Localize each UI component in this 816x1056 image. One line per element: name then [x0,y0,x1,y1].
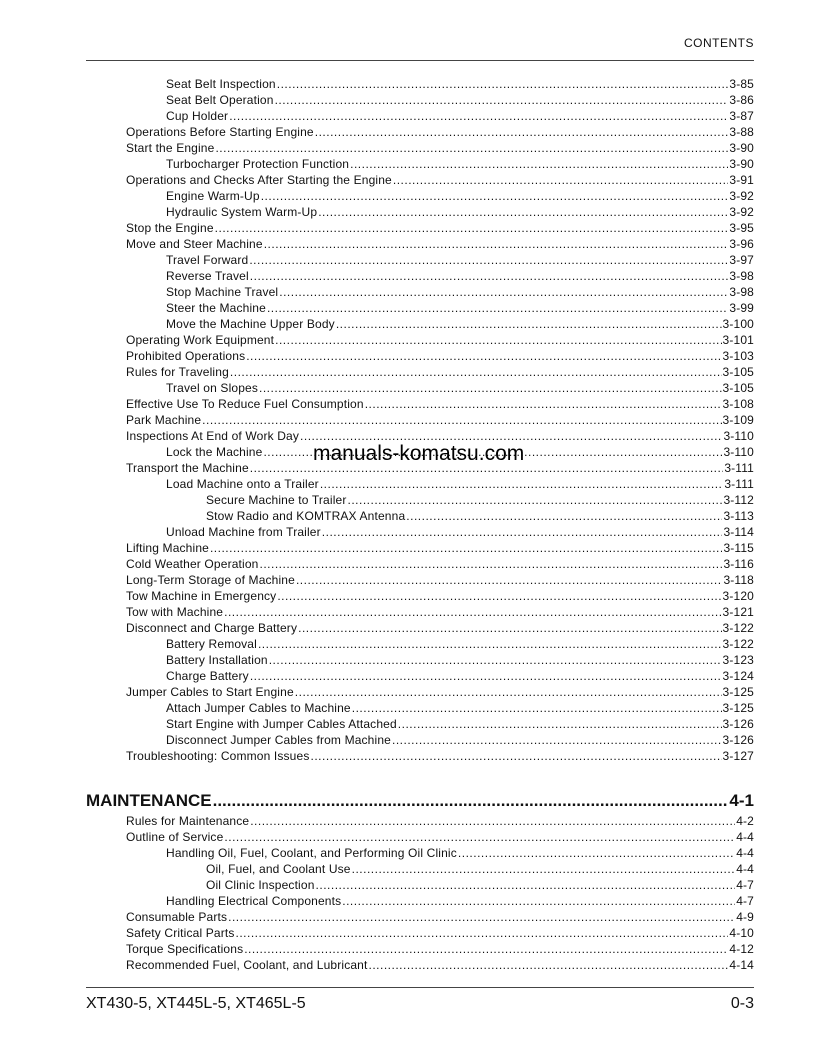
leader-dots [277,588,721,604]
toc-entry[interactable] [166,268,754,284]
leader-dots [368,957,728,973]
toc-entry[interactable] [126,396,754,412]
leader-dots [406,508,722,524]
toc-entry-label: Handling Oil, Fuel, Coolant, and Performing Oil Clinic [166,846,457,860]
leader-dots [230,364,722,380]
toc-entry-label: Disconnect and Charge Battery [126,621,298,635]
leader-dots [316,877,736,893]
leader-dots [336,316,722,332]
toc-entry-page: 3-110 [723,429,754,443]
toc-entry-label: Seat Belt Operation [166,93,274,107]
toc-entry-page: 3-116 [723,557,754,571]
toc-entry[interactable] [166,668,754,684]
toc-entry-page: 3-110 [723,445,754,459]
toc-entry-page: 3-92 [729,189,754,203]
toc-entry-label: Start the Engine [126,141,215,155]
header-rule [86,60,754,61]
toc-entry-label: Turbocharger Protection Function [166,157,350,171]
leader-dots [392,732,722,748]
toc-entry-label: Load Machine onto a Trailer [166,477,319,491]
toc-entry-label: Stow Radio and KOMTRAX Antenna [206,509,406,523]
toc-entry[interactable] [126,829,754,845]
footer-page-number: 0-3 [730,995,754,1012]
leader-dots [213,790,729,812]
toc-entry-page: 3-108 [722,397,754,411]
toc-entry-page: 4-4 [736,862,754,876]
toc-entry[interactable] [166,716,754,732]
toc-entry-label: Effective Use To Reduce Fuel Consumption [126,397,364,411]
toc-entry-label: Recommended Fuel, Coolant, and Lubricant [126,958,368,972]
toc-entry-page: 3-121 [722,605,754,619]
toc-entry[interactable] [126,941,754,957]
leader-dots [458,845,735,861]
leader-dots [236,925,729,941]
leader-dots [352,700,722,716]
section-page: 4-1 [729,791,754,810]
leader-dots [215,220,729,236]
toc-entry[interactable] [126,572,754,588]
toc-entry[interactable] [126,348,754,364]
toc-entry-page: 3-86 [729,93,754,107]
toc-entry[interactable] [126,236,754,252]
toc-entry-label: Oil, Fuel, and Coolant Use [206,862,351,876]
toc-entry[interactable] [166,300,754,316]
watermark-text: manuals-komatsu.com [313,442,525,465]
toc-entry-page: 3-87 [729,109,754,123]
toc-entry[interactable] [166,524,754,540]
toc-entry[interactable] [126,556,754,572]
toc-entry-page: 3-98 [729,269,754,283]
toc-entry[interactable] [126,364,754,380]
toc-entry[interactable] [166,893,754,909]
toc-entry-page: 3-123 [722,653,754,667]
toc-entry-label: Operations Before Starting Engine [126,125,314,139]
toc-entry[interactable] [126,909,754,925]
toc-entry-page: 4-14 [729,958,754,972]
toc-entry-page: 3-127 [722,749,754,763]
toc-entry-page: 3-88 [729,125,754,139]
toc-entry-label: Cold Weather Operation [126,557,259,571]
toc-entry-page: 3-113 [723,509,754,523]
leader-dots [277,76,729,92]
leader-dots [250,668,722,684]
toc-entry-label: Consumable Parts [126,910,228,924]
toc-entry-label: Lock the Machine [166,445,263,459]
toc-entry-page: 4-2 [736,814,754,828]
toc-entry[interactable] [206,492,754,508]
toc-entry-page: 3-122 [722,621,754,635]
toc-entry-label: Stop the Engine [126,221,214,235]
toc-entry-page: 3-101 [722,333,754,347]
leader-dots [350,156,728,172]
toc-entry-label: Operations and Checks After Starting the Engine [126,173,392,187]
toc-entry-label: Start Engine with Jumper Cables Attached [166,717,397,731]
leader-dots [310,748,721,764]
leader-dots [398,716,722,732]
toc-entry-page: 3-92 [729,205,754,219]
toc-entry-page: 3-122 [722,637,754,651]
toc-entry-label: Travel Forward [166,253,249,267]
leader-dots [215,140,728,156]
leader-dots [320,476,724,492]
toc-entry-label: Battery Installation [166,653,268,667]
toc-entry-page: 3-115 [723,541,754,555]
toc-entry-page: 3-126 [722,733,754,747]
toc-entry-page: 3-95 [729,221,754,235]
toc-entry[interactable] [166,252,754,268]
toc-entry-page: 4-7 [736,878,754,892]
toc-entry-page: 3-90 [729,141,754,155]
toc-entry-page: 3-114 [723,525,754,539]
toc-entry[interactable] [126,748,754,764]
leader-dots [259,556,722,572]
leader-dots [229,108,728,124]
toc-entry-page: 4-10 [729,926,754,940]
toc-entry-label: Safety Critical Parts [126,926,235,940]
toc-entry-page: 3-96 [729,237,754,251]
toc-entry-label: Stop Machine Travel [166,285,279,299]
toc-entry[interactable] [126,925,754,941]
toc-entry[interactable] [166,156,754,172]
leader-dots [250,268,729,284]
toc-entry-label: Inspections At End of Work Day [126,429,300,443]
toc-entry-label: Tow Machine in Emergency [126,589,277,603]
toc-entry[interactable] [126,540,754,556]
toc-entry-page: 3-125 [722,685,754,699]
toc-entry[interactable] [206,861,754,877]
leader-dots [279,284,728,300]
toc-entry-page: 3-100 [722,317,754,331]
toc-entry-label: Seat Belt Inspection [166,77,276,91]
leader-dots [224,604,721,620]
toc-entry-label: Outline of Service [126,830,224,844]
toc-entry-page: 3-112 [723,493,754,507]
toc-entry-label: Troubleshooting: Common Issues [126,749,310,763]
leader-dots [210,540,722,556]
leader-dots [393,172,729,188]
toc-entry-label: Move the Machine Upper Body [166,317,335,331]
toc-entry-label: Cup Holder [166,109,229,123]
toc-entry-label: Secure Machine to Trailer [206,493,347,507]
toc-entry-label: Rules for Traveling [126,365,229,379]
toc-entry[interactable] [206,508,754,524]
leader-dots [246,348,721,364]
toc-entry-label: Transport the Machine [126,461,249,475]
toc-entry[interactable] [126,172,754,188]
toc-entry[interactable] [126,620,754,636]
leader-dots [250,813,735,829]
leader-dots [318,204,728,220]
toc-entry-label: Operating Work Equipment [126,333,275,347]
leader-dots [296,572,722,588]
toc-entry-label: Lifting Machine [126,541,209,555]
toc-entry[interactable] [166,732,754,748]
toc-entry-page: 3-109 [722,413,754,427]
leader-dots [322,524,723,540]
toc-entry[interactable] [166,188,754,204]
footer-models: XT430-5, XT445L-5, XT465L-5 [86,995,306,1012]
leader-dots [275,92,729,108]
toc-entry-label: Move and Steer Machine [126,237,263,251]
toc-entry-page: 3-98 [729,285,754,299]
toc-entry[interactable] [206,877,754,893]
section-title: MAINTENANCE [86,791,212,810]
leader-dots [275,332,721,348]
toc-entry-page: 4-4 [736,846,754,860]
toc-entry[interactable] [166,380,754,396]
toc-entry-page: 3-99 [729,301,754,315]
toc-entry[interactable] [126,813,754,829]
toc-entry-page: 3-91 [729,173,754,187]
toc-entry-page: 3-97 [729,253,754,267]
toc-entry[interactable] [126,332,754,348]
toc-entry[interactable] [166,700,754,716]
toc-entry[interactable] [166,476,754,492]
leader-dots [228,909,735,925]
toc-entry[interactable] [166,108,754,124]
leader-dots [269,652,722,668]
leader-dots [347,492,722,508]
toc-entry-label: Disconnect Jumper Cables from Machine [166,733,391,747]
toc-entry[interactable] [126,124,754,140]
section-heading-maintenance[interactable] [86,790,754,812]
toc-entry[interactable] [166,284,754,300]
toc-entry-label: Engine Warm-Up [166,189,260,203]
toc-entry-page: 3-103 [722,349,754,363]
leader-dots [244,941,728,957]
toc-entry-label: Handling Electrical Components [166,894,342,908]
leader-dots [295,684,722,700]
page-header-title: CONTENTS [684,36,754,50]
leader-dots [365,396,722,412]
toc-entry-page: 3-118 [723,573,754,587]
toc-entry[interactable] [166,316,754,332]
toc-entry[interactable] [126,140,754,156]
toc-entry-page: 3-90 [729,157,754,171]
toc-entry-label: Rules for Maintenance [126,814,250,828]
toc-entry-label: Reverse Travel [166,269,249,283]
toc-entry[interactable] [166,76,754,92]
toc-entry-page: 3-111 [724,477,754,491]
toc-entry[interactable] [166,636,754,652]
leader-dots [267,300,728,316]
toc-entry[interactable] [126,588,754,604]
toc-entry-page: 4-9 [736,910,754,924]
toc-entry-label: Charge Battery [166,669,249,683]
toc-entry-label: Jumper Cables to Start Engine [126,685,294,699]
leader-dots [264,236,729,252]
toc-entry[interactable] [126,684,754,700]
toc-entry-page: 3-85 [729,77,754,91]
toc-entry[interactable] [126,604,754,620]
toc-entry-page: 3-105 [722,381,754,395]
toc-entry-label: Hydraulic System Warm-Up [166,205,318,219]
toc-entry-page: 3-120 [722,589,754,603]
toc-entry-label: Travel on Slopes [166,381,259,395]
toc-entry-page: 3-125 [722,701,754,715]
toc-entry[interactable] [166,92,754,108]
toc-entry[interactable] [166,845,754,861]
toc-entry-page: 4-4 [736,830,754,844]
leader-dots [298,620,721,636]
toc-entry-page: 4-7 [736,894,754,908]
toc-entry-label: Torque Specifications [126,942,244,956]
leader-dots [352,861,736,877]
leader-dots [259,380,722,396]
toc-entry[interactable] [126,957,754,973]
toc-entry-label: Long-Term Storage of Machine [126,573,295,587]
leader-dots [342,893,735,909]
leader-dots [258,636,722,652]
toc-entry-label: Tow with Machine [126,605,224,619]
toc-entry-page: 3-126 [722,717,754,731]
toc-entry-label: Park Machine [126,413,202,427]
toc-entry[interactable] [166,652,754,668]
toc-entry-label: Attach Jumper Cables to Machine [166,701,351,715]
leader-dots [261,188,729,204]
toc-entry-page: 3-111 [724,461,754,475]
footer-rule [86,987,754,988]
leader-dots [202,412,721,428]
toc-entry-page: 4-12 [729,942,754,956]
toc-entry-label: Oil Clinic Inspection [206,878,315,892]
toc-entry-label: Battery Removal [166,637,257,651]
toc-entry-page: 3-124 [722,669,754,683]
toc-entry[interactable] [166,204,754,220]
toc-entry-label: Prohibited Operations [126,349,246,363]
toc-entry-page: 3-105 [722,365,754,379]
toc-entry-label: Unload Machine from Trailer [166,525,321,539]
toc-entry-label: Steer the Machine [166,301,266,315]
leader-dots [249,252,728,268]
toc-entry[interactable] [126,412,754,428]
toc-entry[interactable] [126,220,754,236]
leader-dots [315,124,729,140]
leader-dots [224,829,735,845]
